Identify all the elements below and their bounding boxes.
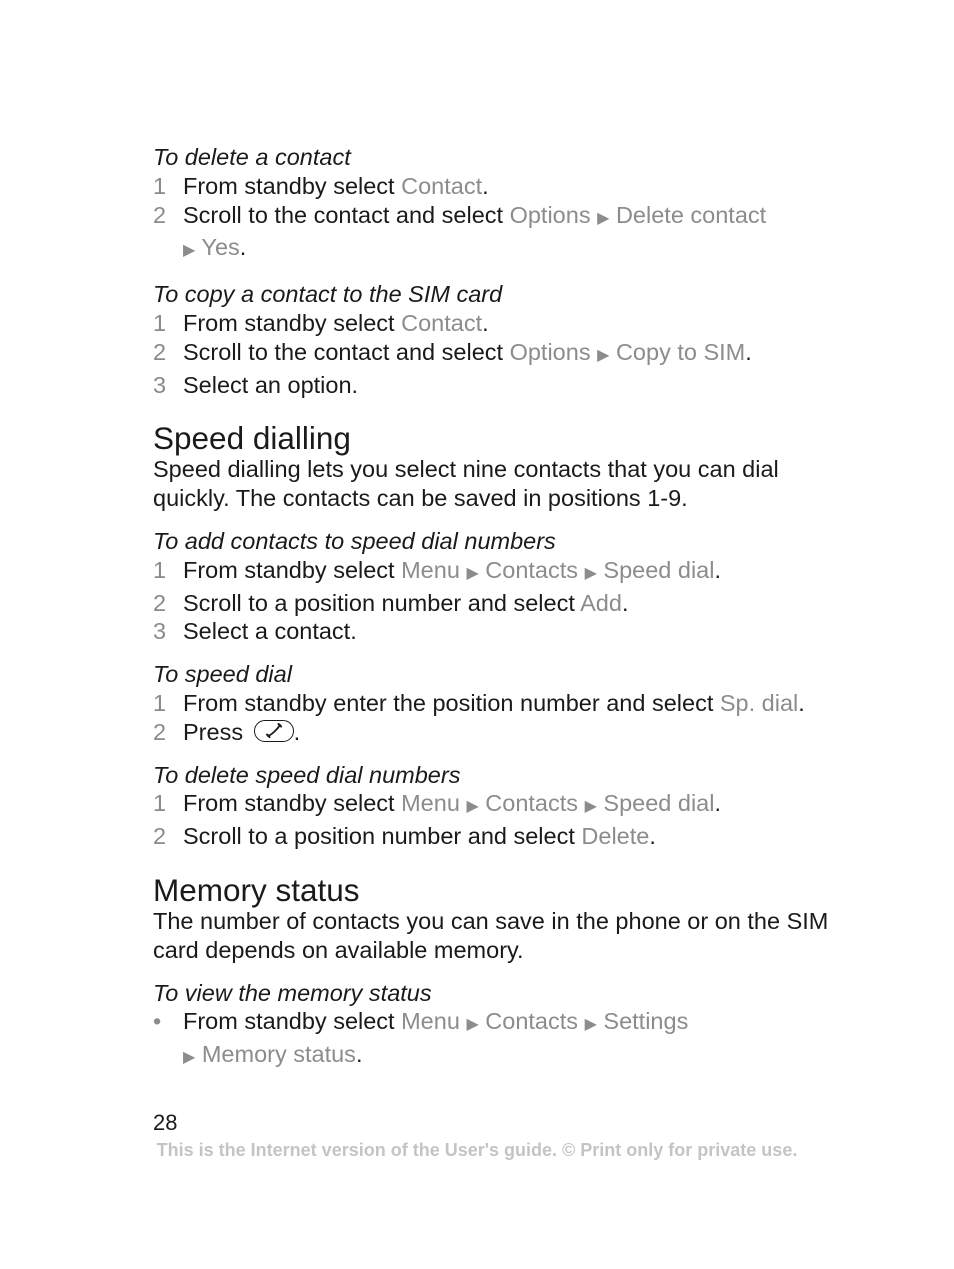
arrow-icon: ▶ (584, 798, 597, 816)
menu-option-delete: Delete (581, 823, 650, 850)
subheading-view-memory-status: To view the memory status (153, 979, 432, 1006)
step-text-part: . (714, 790, 722, 817)
step-text-part: From standby enter the position number and select (183, 689, 720, 716)
menu-option-yes: Yes (201, 234, 240, 261)
step-number: 1 (153, 172, 167, 199)
subheading-add-speed-dial: To add contacts to speed dial numbers (153, 527, 556, 554)
step-number: 1 (153, 790, 167, 817)
bullet-icon: • (153, 1008, 162, 1035)
step-text-part: Scroll to the contact and select (183, 338, 510, 365)
list-item (153, 718, 833, 747)
heading-speed-dialling: Speed dialling (153, 420, 351, 457)
list-item (153, 1007, 833, 1073)
step-text-part: From standby select (183, 309, 402, 336)
footer-notice: This is the Internet version of the User's guide. © Print only for private use. (156, 1140, 798, 1160)
menu-option-contacts: Contacts (485, 1008, 579, 1035)
arrow-icon: ▶ (584, 1016, 597, 1034)
step-text-part: . (649, 823, 656, 850)
step-number: 2 (153, 589, 167, 616)
menu-option-sp-dial: Sp. dial (719, 689, 799, 716)
step-text: Select a contact. (183, 618, 357, 645)
steps-delete-speed-dial (153, 789, 833, 851)
arrow-icon: ▶ (597, 346, 610, 364)
step-text-part: . (714, 556, 722, 583)
step-text-part: . (621, 589, 629, 616)
menu-option-contact: Contact (401, 309, 483, 336)
subheading-speed-dial: To speed dial (153, 661, 292, 688)
menu-option-menu: Menu (401, 556, 460, 583)
step-text (183, 589, 833, 618)
menu-option-contacts: Contacts (485, 556, 579, 583)
list-item (153, 789, 833, 822)
step-text (183, 718, 833, 747)
step-number: 2 (153, 823, 167, 850)
paragraph-speed-dialling: Speed dialling lets you select nine contacts that you can dial quickly. The contacts can be saved in positions 1-9. (153, 456, 779, 512)
arrow-icon: ▶ (466, 564, 479, 582)
step-number: 1 (153, 689, 167, 716)
list-item (153, 172, 833, 201)
menu-option-settings: Settings (603, 1008, 689, 1035)
step-text (183, 689, 833, 718)
arrow-icon: ▶ (584, 564, 597, 582)
page-number: 28 (153, 1110, 178, 1135)
menu-option-add: Add (580, 589, 622, 616)
subheading-delete-contact: To delete a contact (153, 144, 351, 170)
step-text (183, 822, 833, 851)
menu-option-menu: Menu (401, 790, 460, 817)
step-number: 1 (153, 556, 167, 583)
list-item (153, 589, 833, 618)
step-text: Select an option. (183, 371, 359, 398)
menu-option-contacts: Contacts (485, 790, 579, 817)
menu-option-speed-dial: Speed dial (603, 790, 715, 817)
list-item (153, 689, 833, 718)
step-text-part: From standby select (183, 1008, 402, 1035)
step-text-part: . (239, 234, 247, 261)
list-item (153, 822, 833, 851)
menu-option-delete-contact: Delete contact (615, 201, 767, 228)
step-text (183, 201, 833, 267)
steps-copy-to-sim (153, 309, 833, 399)
step-text (183, 172, 833, 201)
heading-memory-status: Memory status (153, 871, 360, 908)
step-text-part: . (293, 718, 301, 745)
step-text-part: . (745, 338, 752, 365)
list-item (153, 309, 833, 338)
step-text (183, 338, 833, 371)
list-item (153, 338, 833, 371)
step-text (183, 309, 833, 338)
arrow-icon: ▶ (183, 242, 196, 260)
subheading-copy-to-sim: To copy a contact to the SIM card (153, 281, 503, 308)
menu-option-copy-to-sim: Copy to SIM (615, 338, 746, 365)
steps-speed-dial (153, 689, 833, 747)
menu-option-memory-status: Memory status (201, 1041, 356, 1068)
step-number: 2 (153, 338, 167, 365)
step-text-part: . (798, 689, 805, 716)
menu-option-menu: Menu (401, 1008, 460, 1035)
step-number: 1 (153, 309, 167, 336)
page-content (153, 143, 833, 1087)
step-text-part: . (482, 172, 489, 199)
menu-option-options: Options (509, 338, 591, 365)
step-text (183, 1007, 833, 1073)
step-text-part: From standby select (183, 172, 402, 199)
paragraph-memory-status: The number of contacts you can save in the phone or on the SIM card depends on available memory. (153, 907, 829, 963)
list-item (153, 371, 833, 400)
step-text-part: . (355, 1041, 363, 1068)
step-number: 3 (153, 371, 167, 398)
step-number: 2 (153, 718, 167, 745)
step-text-part: Scroll to the contact and select (183, 201, 510, 228)
menu-option-options: Options (509, 201, 591, 228)
step-text-part: Scroll to a position number and select (183, 589, 581, 616)
list-item (153, 201, 833, 267)
step-text-part: From standby select (183, 556, 402, 583)
steps-add-speed-dial (153, 556, 833, 646)
step-number: 2 (153, 201, 167, 228)
arrow-icon: ▶ (597, 209, 610, 227)
arrow-icon: ▶ (466, 798, 479, 816)
arrow-icon: ▶ (183, 1049, 196, 1067)
subheading-delete-speed-dial: To delete speed dial numbers (153, 761, 461, 788)
list-item (153, 556, 833, 589)
list-item (153, 617, 833, 646)
step-text (183, 789, 833, 822)
arrow-icon: ▶ (466, 1016, 479, 1034)
call-key-icon (254, 720, 294, 742)
step-number: 3 (153, 618, 167, 645)
step-text (183, 556, 833, 589)
menu-option-contact: Contact (401, 172, 483, 199)
menu-option-speed-dial: Speed dial (603, 556, 715, 583)
step-text-part: From standby select (183, 790, 402, 817)
steps-delete-contact (153, 172, 833, 266)
step-text-part: Scroll to a position number and select (183, 823, 582, 850)
step-text-part: . (482, 309, 489, 336)
steps-view-memory-status (153, 1007, 833, 1073)
step-text-part: Press (183, 718, 250, 745)
